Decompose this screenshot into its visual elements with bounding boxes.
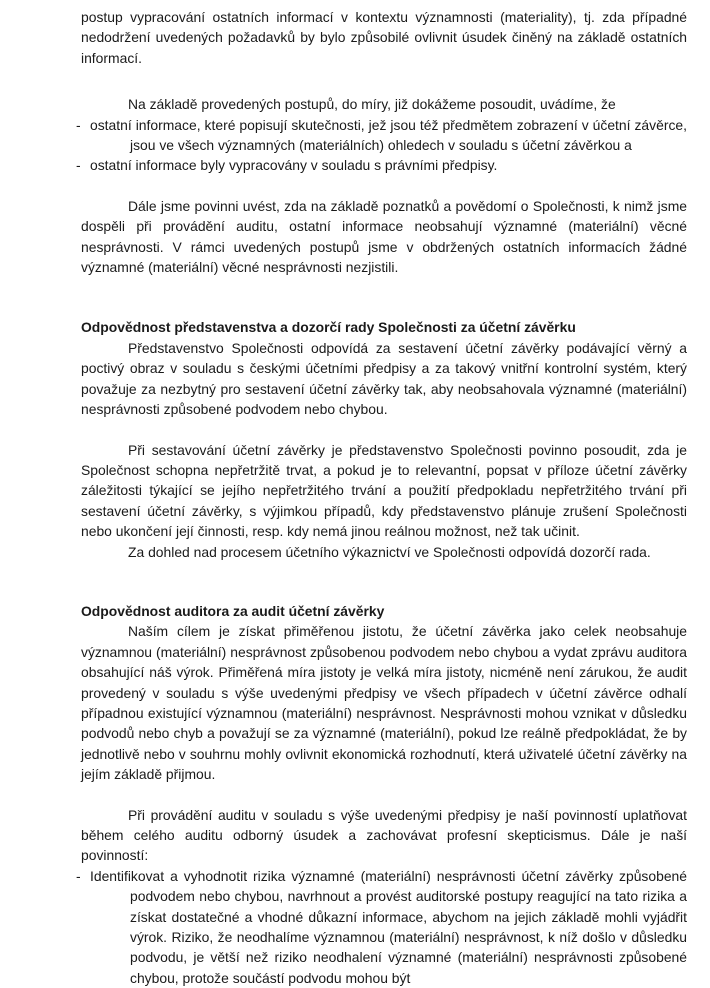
paragraph-supervisory-board: Za dohled nad procesem účetního výkaznictví ve Společnosti odpovídá dozorčí rada. — [128, 543, 651, 560]
bullet-text — [90, 115, 687, 156]
section-heading-auditor-responsibility: Odpovědnost auditora za audit účetní závěrky — [81, 602, 385, 619]
paragraph-going-concern: Při sestavování účetní závěrky je představenstvo Společnosti povinno posoudit, zda je Společnost schopna nepřetržitě trvat, a pokud je to relevantní, popsat v příloze účetní závěrky záležitosti týkající se jejího nepřetržitého trvání a použití předpokladu nepřetržitého trvání při sestavení účetní závěrky, s výjimkou případů, kdy představenstvo plánuje zrušení Společnosti nebo ukončení její činnosti, resp. kdy nemá jinou reálnou možnost, než tak učinit. — [81, 441, 687, 540]
paragraph-other-info-statement: Dále jsme povinni uvést, zda na základě poznatků a povědomí o Společnosti, k nimž jsme dospěli při provádění auditu, ostatní informace neobsahují významné (materiální) věcné nesprávnosti. V rámci uvedených postupů jsme v obdržených ostatních informacích žádné významné (materiální) věcné nesprávnosti nezjistili. — [81, 197, 687, 276]
bullet-item — [76, 115, 687, 156]
bullet-item — [76, 866, 687, 988]
bullet-item — [76, 155, 687, 175]
paragraph-other-info-procedure: postup vypracování ostatních informací v kontextu významnosti (materiality), tj. zda případné nedodržení uvedených požadavků by bylo způsobilé ovlivnit úsudek činěný na základě ostatních informací. — [81, 9, 687, 66]
bullet-dash: - — [76, 867, 81, 884]
paragraph-conclusion-intro: Na základě provedených postupů, do míry, již dokážeme posoudit, uvádíme, že — [128, 96, 616, 113]
bullet-text-content: ostatní informace, které popisují skutečnosti, jež jsou též předmětem zobrazení v účetní závěrce, jsou ve všech významných (materiálních) ohledech v souladu s účetní závěrkou a — [90, 116, 687, 154]
bullet-text-content: Identifikovat a vyhodnotit rizika významné (materiální) nesprávnosti účetní závěrky způsobené podvodem nebo chybou, navrhnout a provést auditorské postupy reagující na tato rizika a získat dostatečné a vhodné důkazní informace, abychom na jejich základě mohli vyjádřit výrok. Riziko, že neodhalíme významnou (materiální) nesprávnost, k níž došlo v důsledku podvodu, je větší než riziko neodhalení významné (materiální) nesprávnosti způsobené chybou, protože součástí podvodu mohou být — [90, 867, 687, 986]
bullet-dash: - — [76, 157, 81, 174]
section-heading-board-responsibility: Odpovědnost představenstva a dozorčí rady Společnosti za účetní závěrku — [81, 319, 576, 336]
paragraph-audit-duties: Při provádění auditu v souladu s výše uvedenými předpisy je naší povinností uplatňovat během celého auditu odborný úsudek a zachovávat profesní skepticismus. Dále je naší povinností: — [81, 806, 687, 864]
document-page — [76, 7, 687, 988]
bullet-dash: - — [76, 116, 81, 133]
paragraph-board-responsibility: Představenstvo Společnosti odpovídá za sestavení účetní závěrky podávající věrný a poctivý obraz v souladu s českými účetními předpisy a za takový vnitřní kontrolní systém, který považuje za nezbytný pro sestavení účetní závěrky tak, aby neobsahovala významné (materiální) nesprávnosti způsobené podvodem nebo chybou. — [81, 339, 687, 418]
paragraph-audit-objective: Naším cílem je získat přiměřenou jistotu, že účetní závěrka jako celek neobsahuje významnou (materiální) nesprávnost způsobenou podvodem nebo chybou a vydat zprávu auditora obsahující náš výrok. Přiměřená míra jistoty je velká míra jistoty, nicméně není zárukou, že audit provedený v souladu s výše uvedenými předpisy ve všech případech v účetní závěrce odhalí případnou existující významnou (materiální) nesprávnost. Nesprávnosti mohou vznikat v důsledku podvodů nebo chyb a považují se za významné (materiální), pokud lze reálně předpokládat, že by jednotlivě nebo v souhrnu mohly ovlivnit ekonomická rozhodnutí, která uživatelé účetní závěrky na jejím základě přijmou. — [81, 623, 687, 783]
bullet-text-content: ostatní informace byly vypracovány v souladu s právními předpisy. — [90, 157, 498, 174]
